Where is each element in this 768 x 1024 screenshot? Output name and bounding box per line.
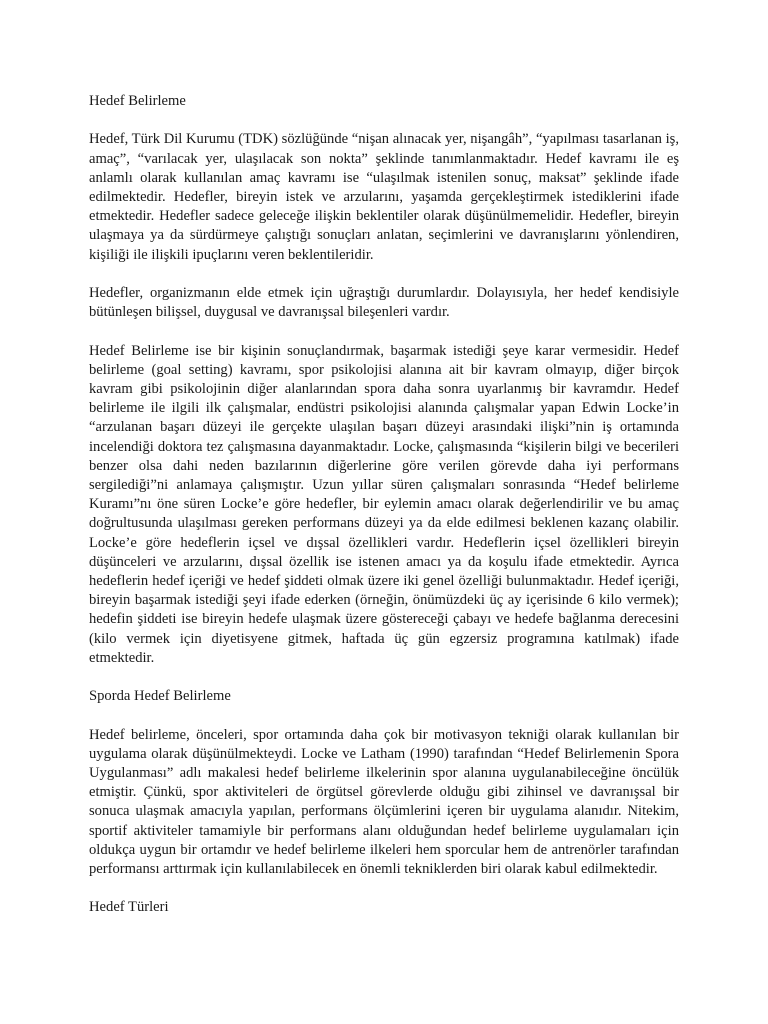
paragraph-hedef-tanimi: Hedef, Türk Dil Kurumu (TDK) sözlüğünde “nişan alınacak yer, nişangâh”, “yapılması tasarlanan iş, amaç”, “varılacak yer, ulaşılacak son nokta” şeklinde tanımlanmaktadır. Hedef kavramı ile eş anlamlı olarak kullanılan amaç kavramı ise “ulaşılmak istenilen sonuç, maksat” şeklinde ifade edilmektedir. Hedefler, bireyin istek ve arzularını, yaşamda gerçekleştirmek istediklerini ifade etmektedir. Hedefler sadece geleceğe ilişkin beklentiler olarak düşünülmemelidir. Hedefler, bireyin ulaşmaya ya da sürdürmeye çalıştığı sonuçları anlatan, seçimlerini ve davranışlarını yönlendiren, kişiliği ile ilişkili ipuçlarını veren beklentileridir. bbox=[89, 131, 680, 263]
heading-hedef-belirleme: Hedef Belirleme bbox=[89, 93, 186, 109]
document-page bbox=[89, 92, 679, 937]
paragraph-hedef-bilesenleri: Hedefler, organizmanın elde etmek için uğraştığı durumlardır. Dolayısıyla, her hedef kendisiyle bütünleşen bilişsel, duygusal ve davranışsal bileşenleri vardır. bbox=[89, 285, 679, 321]
paragraph-hedef-belirleme-kurami: Hedef Belirleme ise bir kişinin sonuçlandırmak, başarmak istediği şeye karar vermesidir. Hedef belirleme (goal setting) kavramı, spor psikolojisi alanına ait bir kavram olmayıp, diğer birçok kavram gibi psikolojinin diğer alanlarından spora daha sonra uyarlanmış bir kavramdır. Hedef belirleme ile ilgili ilk çalışmalar, endüstri psikolojisi alanında çalışmalar yapan Edwin Locke’in “arzulanan başarı düzeyi ile gerçekte ulaşılan başarı düzeyi arasındaki ilişki”nin iş ortamında incelendiği doktora tez çalışmasına dayanmaktadır. Locke, çalışmasında “kişilerin bilgi ve becerileri benzer olsa dahi neden bazılarının diğerlerine göre verilen görevde daha iyi performans sergilediği”ni anlamaya çalışmıştır. Uzun yıllar süren çalışmaları sonrasında “Hedef belirleme Kuramı”nı öne süren Locke’e göre hedefler, bir eylemin amacı olarak değerlendirilir ve bu amaç doğrultusunda ulaşılması gereken performans düzeyi ya da elde edilmesi beklenen kazanç olabilir. Locke’e göre hedeflerin içsel ve dışsal özellikleri vardır. Hedeflerin içsel özellikleri bireyin düşünceleri ve arzularını, dışsal özellik ise istenen amacı ya da koşulu ifade etmektedir. Ayrıca hedeflerin hedef içeriği ve hedef şiddeti olmak üzere iki genel özelliği bulunmaktadır. Hedef içeriği, bireyin başarmak istediği şeyi ifade ederken (örneğin, önümüzdeki üç ay içerisinde 6 kilo vermek); hedefin şiddeti ise bireyin hedefe ulaşmak üzere göstereceği çabayı ve hedefe bağlanma derecesini (kilo vermek için diyetisyene gitmek, haftada üç gün egzersiz programına katılmak) ifade etmektedir. bbox=[89, 342, 679, 666]
heading-hedef-turleri: Hedef Türleri bbox=[89, 899, 169, 916]
paragraph-sporda-hedef-belirleme: Hedef belirleme, önceleri, spor ortamında daha çok bir motivasyon tekniği olarak kullanılan bir uygulama olarak düşünülmekteydi. Locke ve Latham (1990) tarafından “Hedef Belirlemenin Spora Uygulanması” adlı makalesi hedef belirleme ilkelerinin spor alanına uygulanabileceğine öncülük etmiştir. Çünkü, spor aktiviteleri de örgütsel görevlerde olduğu gibi zihinsel ve davranışsal bir sonuca ulaşmak amacıyla yapılan, performans ölçümlerini içeren bir uygulama alanıdır. Nitekim, sportif aktiviteler tamamiyle bir performans alanı olduğundan hedef belirleme uygulamaları için oldukça uygun bir ortamdır ve hedef belirleme ilkeleri hem sporcular hem de antrenörler tarafından performansı arttırmak için kullanılabilecek en önemli tekniklerden biri olarak kabul edilmektedir. bbox=[89, 726, 679, 878]
heading-sporda-hedef-belirleme: Sporda Hedef Belirleme bbox=[89, 688, 231, 705]
